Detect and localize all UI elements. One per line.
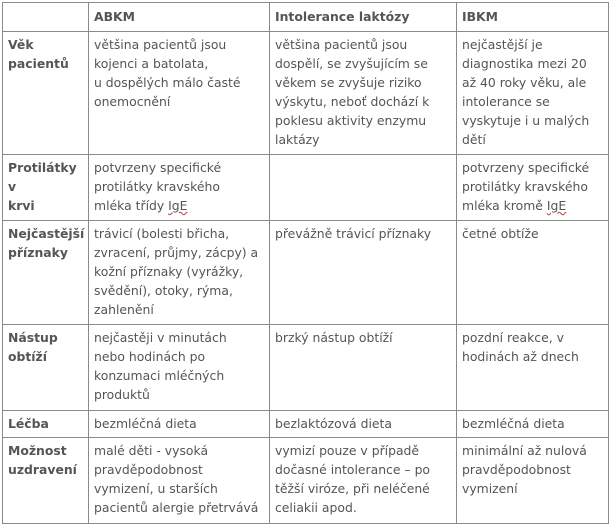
cell-ibkm-blood-antibodies <box>457 155 609 221</box>
cell-abkm-antibodies-text: potvrzeny specifické protilátky kravského mléka třídy <box>94 160 222 213</box>
cell-abkm-symptom-onset: nejčastěji v minutách nebo hodinách po konzumaci mléčných produktů <box>89 325 270 411</box>
cell-ibkm-treatment: bezmléčná dieta <box>457 411 609 438</box>
cell-lactose-symptom-onset: brzký nástup obtíží <box>270 325 457 411</box>
header-lactose-intolerance: Intolerance laktózy <box>270 3 457 32</box>
spellcheck-mark-ige: IgE <box>546 198 567 213</box>
cell-ibkm-symptom-onset: pozdní reakce, v hodinách až dnech <box>457 325 609 411</box>
row-common-symptoms <box>3 221 609 325</box>
header-abkm: ABKM <box>89 3 270 32</box>
row-patient-age <box>3 32 609 155</box>
row-label-blood-antibodies: Protilátky v krvi <box>3 155 89 221</box>
row-label-symptom-onset: Nástup obtíží <box>3 325 89 411</box>
cell-ibkm-recovery-chance: minimální až nulová pravděpodobnost vymizení <box>457 438 609 524</box>
cell-ibkm-antibodies-text: potvrzeny specifické protilátky kravského mléka kromě <box>462 160 590 213</box>
row-blood-antibodies <box>3 155 609 221</box>
row-treatment <box>3 411 609 438</box>
cell-lactose-patient-age: většina pacientů jsou dospělí, se zvyšujícím se věkem se zvyšuje riziko výskytu, neboť dochází k poklesu aktivity enzymu laktázy <box>270 32 457 155</box>
row-recovery-chance <box>3 438 609 524</box>
row-symptom-onset <box>3 325 609 411</box>
cell-abkm-treatment: bezmléčná dieta <box>89 411 270 438</box>
row-label-recovery-chance: Možnost uzdravení <box>3 438 89 524</box>
cell-lactose-common-symptoms: převážně trávicí příznaky <box>270 221 457 325</box>
spellcheck-mark-ige: IgE <box>168 198 188 213</box>
cell-lactose-blood-antibodies <box>270 155 457 221</box>
cell-abkm-blood-antibodies <box>89 155 270 221</box>
comparison-table <box>2 2 609 524</box>
header-row <box>3 3 609 32</box>
cell-abkm-patient-age: většina pacientů jsou kojenci a batolata, u dospělých málo časté onemocnění <box>89 32 270 155</box>
cell-lactose-treatment: bezlaktózová dieta <box>270 411 457 438</box>
header-corner-cell <box>3 3 89 32</box>
cell-ibkm-common-symptoms: četné obtíže <box>457 221 609 325</box>
header-ibkm: IBKM <box>457 3 609 32</box>
cell-lactose-recovery-chance: vymizí pouze v případě dočasné intolerance – po těžší viróze, při neléčené celiakii apod. <box>270 438 457 524</box>
row-label-treatment: Léčba <box>3 411 89 438</box>
cell-ibkm-patient-age: nejčastější je diagnostika mezi 20 až 40 roky věku, ale intolerance se vyskytuje i u malých dětí <box>457 32 609 155</box>
cell-abkm-recovery-chance: malé děti - vysoká pravděpodobnost vymizení, u starších pacientů alergie přetrvává <box>89 438 270 524</box>
row-label-patient-age: Věk pacientů <box>3 32 89 155</box>
row-label-common-symptoms: Nejčastější příznaky <box>3 221 89 325</box>
cell-abkm-common-symptoms: trávicí (bolesti břicha, zvracení, průjmy, zácpy) a kožní příznaky (vyrážky, svědění), otoky, rýma, zahlenění <box>89 221 270 325</box>
